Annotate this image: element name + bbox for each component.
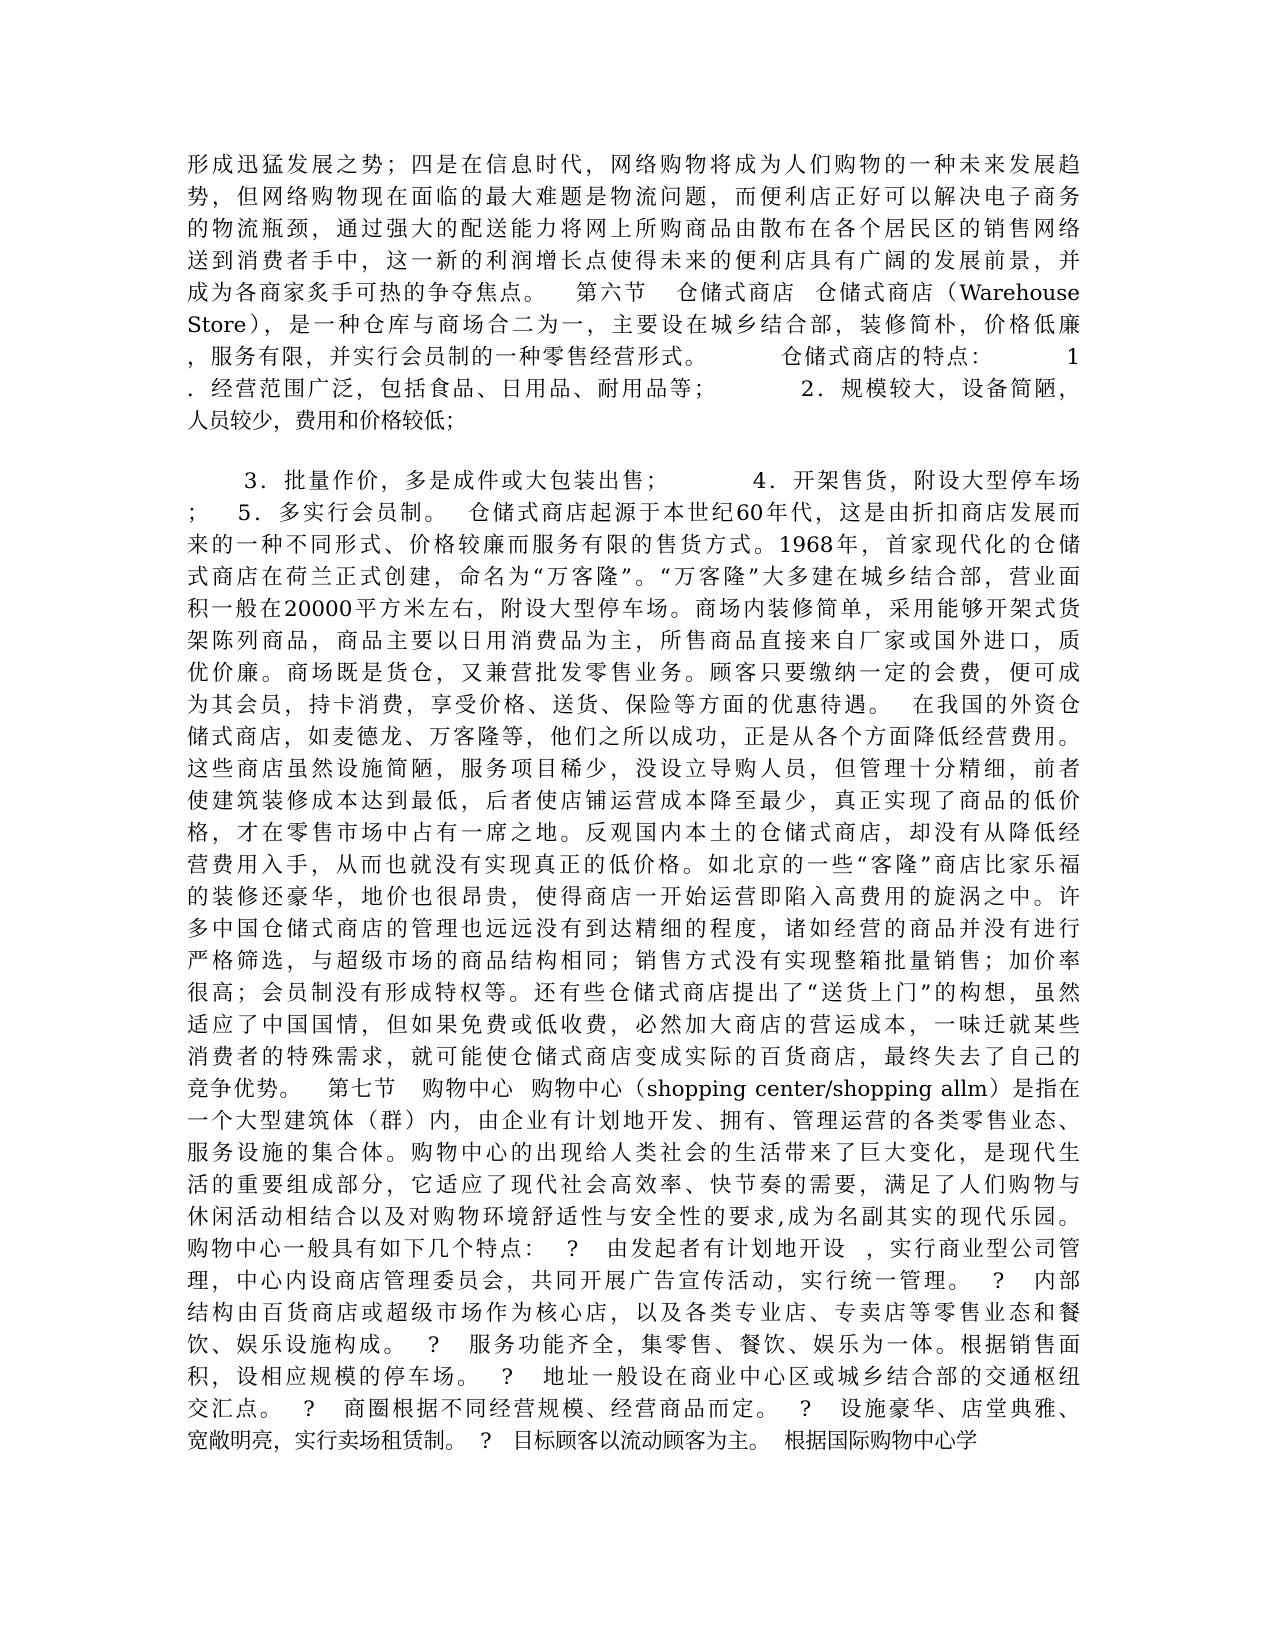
text-line: 3．批量作价，多是成件或大包装出售； 4．开架售货，附设大型停车场: [187, 469, 1080, 494]
text-line: 使建筑装修成本达到最低，后者使店铺运营成本降至最少，真正实现了商品的低价: [187, 789, 1080, 814]
text-line: 理，中心内设商店管理委员会，共同开展广告宣传活动，实行统一管理。 ? 内部: [187, 1269, 1080, 1294]
paragraph-block-2: [187, 466, 1080, 1458]
text-line: 优价廉。商场既是货仓，又兼营批发零售业务。顾客只要缴纳一定的会费，便可成: [187, 661, 1080, 686]
text-line: 储式商店，如麦德龙、万客隆等，他们之所以成功，正是从各个方面降低经营费用。: [187, 725, 1080, 750]
text-line: ，服务有限，并实行会员制的一种零售经营形式。 仓储式商店的特点： 1: [187, 345, 1080, 370]
text-line: ．经营范围广泛，包括食品、日用品、耐用品等； 2．规模较大，设备简陋，: [187, 377, 1080, 402]
text-line: 架陈列商品，商品主要以日用消费品为主，所售商品直接来自厂家或国外进口，质: [187, 629, 1080, 654]
text-line: Store），是一种仓库与商场合二为一，主要设在城乡结合部，装修简朴，价格低廉: [187, 313, 1080, 338]
text-line: 形成迅猛发展之势；四是在信息时代，网络购物将成为人们购物的一种未来发展趋: [187, 153, 1080, 178]
text-line: 积一般在20000平方米左右，附设大型停车场。商场内装修简单，采用能够开架式货: [187, 597, 1080, 622]
text-line: 的物流瓶颈，通过强大的配送能力将网上所购商品由散布在各个居民区的销售网络: [187, 217, 1080, 242]
text-line: 成为各商家炙手可热的争夺焦点。 第六节 仓储式商店 仓储式商店（Warehouse: [187, 281, 1080, 306]
text-line: 休闲活动相结合以及对购物环境舒适性与安全性的要求,成为名副其实的现代乐园。: [187, 1205, 1080, 1230]
text-line: 很高；会员制没有形成特权等。还有些仓储式商店提出了“送货上门”的构想，虽然: [187, 981, 1080, 1006]
text-line: 购物中心一般具有如下几个特点： ? 由发起者有计划地开设 ，实行商业型公司管: [187, 1237, 1080, 1262]
text-line: 交汇点。 ? 商圈根据不同经营规模、经营商品而定。 ? 设施豪华、店堂典雅、: [187, 1397, 1080, 1422]
text-line: 的装修还豪华，地价也很昂贵，使得商店一开始运营即陷入高费用的旋涡之中。许: [187, 885, 1080, 910]
text-line: 格，才在零售市场中占有一席之地。反观国内本土的仓储式商店，却没有从降低经: [187, 821, 1080, 846]
text-line: 多中国仓储式商店的管理也远远没有到达精细的程度，诸如经营的商品并没有进行: [187, 917, 1080, 942]
text-line: ； 5．多实行会员制。 仓储式商店起源于本世纪60年代，这是由折扣商店发展而: [187, 501, 1080, 526]
text-line: 服务设施的集合体。购物中心的出现给人类社会的生活带来了巨大变化，是现代生: [187, 1141, 1080, 1166]
text-line: 积，设相应规模的停车场。 ? 地址一般设在商业中心区或城乡结合部的交通枢纽: [187, 1365, 1080, 1390]
text-line: 适应了中国国情，但如果免费或低收费，必然加大商店的营运成本，一味迁就某些: [187, 1013, 1080, 1038]
text-line: 活的重要组成部分，它适应了现代社会高效率、快节奏的需要，满足了人们购物与: [187, 1173, 1080, 1198]
text-line: 宽敞明亮，实行卖场租赁制。 ? 目标顾客以流动顾客为主。 根据国际购物中心学: [187, 1429, 978, 1454]
text-line: 严格筛选，与超级市场的商品结构相同；销售方式没有实现整箱批量销售；加价率: [187, 949, 1080, 974]
text-line: 饮、娱乐设施构成。 ? 服务功能齐全，集零售、餐饮、娱乐为一体。根据销售面: [187, 1333, 1080, 1358]
text-line: 送到消费者手中，这一新的利润增长点使得未来的便利店具有广阔的发展前景，并: [187, 249, 1080, 274]
text-line: 式商店在荷兰正式创建，命名为“万客隆”。“万客隆”大多建在城乡结合部，营业面: [187, 565, 1080, 590]
text-line: 营费用入手，从而也就没有实现真正的低价格。如北京的一些“客隆”商店比家乐福: [187, 853, 1080, 878]
paragraph-block-1: [187, 150, 1080, 438]
text-line: 一个大型建筑体（群）内，由企业有计划地开发、拥有、管理运营的各类零售业态、: [187, 1109, 1080, 1134]
text-line: 竞争优势。 第七节 购物中心 购物中心（shopping center/shopping allm）是指在: [187, 1077, 1080, 1102]
text-line: 人员较少，费用和价格较低；: [187, 409, 467, 434]
text-line: 来的一种不同形式、价格较廉而服务有限的售货方式。1968年，首家现代化的仓储: [187, 533, 1080, 558]
text-line: 消费者的特殊需求，就可能使仓储式商店变成实际的百货商店，最终失去了自己的: [187, 1045, 1080, 1070]
text-line: 这些商店虽然设施简陋，服务项目稀少，没设立导购人员，但管理十分精细，前者: [187, 757, 1080, 782]
text-line: 结构由百货商店或超级市场作为核心店，以及各类专业店、专卖店等零售业态和餐: [187, 1301, 1080, 1326]
text-line: 势，但网络购物现在面临的最大难题是物流问题，而便利店正好可以解决电子商务: [187, 185, 1080, 210]
text-line: 为其会员，持卡消费，享受价格、送货、保险等方面的优惠待遇。 在我国的外资仓: [187, 693, 1080, 718]
